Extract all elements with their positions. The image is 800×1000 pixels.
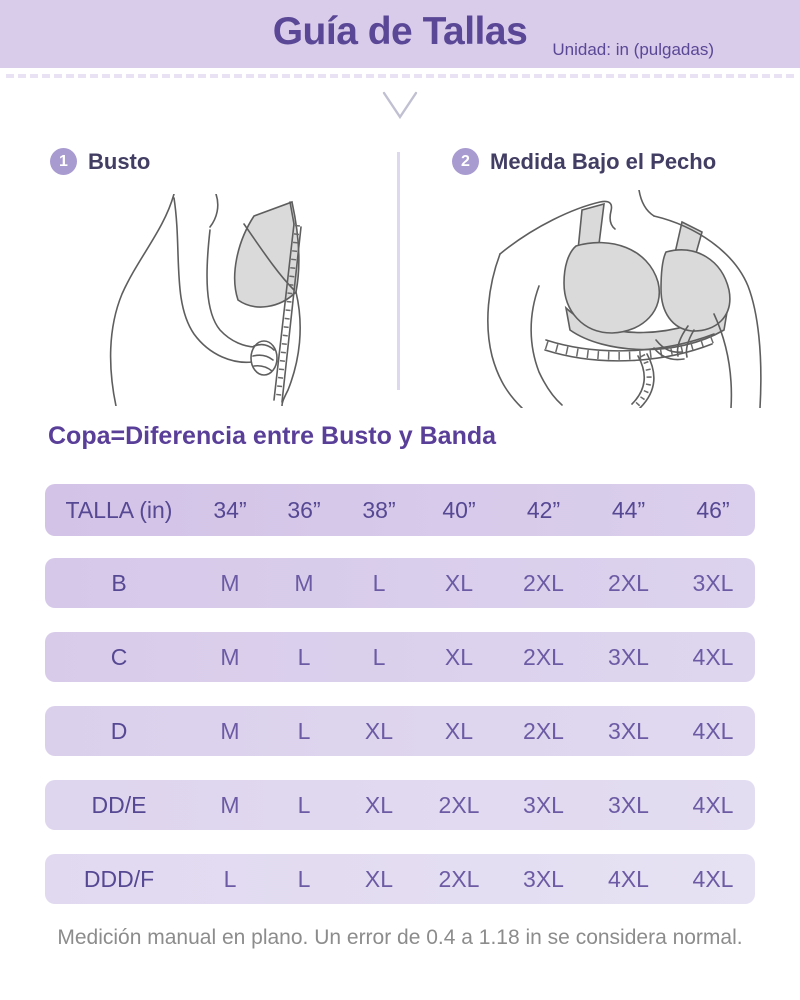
section-divider: [397, 152, 400, 390]
step-2-label: Medida Bajo el Pecho: [490, 148, 717, 174]
size-cell: XL: [444, 643, 474, 670]
table-row: [45, 854, 755, 904]
tolerance-footnote: Medición manual en plano. Un error de 0.4 a 1.18 in se considera normal.: [57, 926, 743, 949]
cup-cell: D: [110, 717, 128, 744]
table-row: [45, 558, 755, 608]
size-cell: 3XL: [692, 569, 734, 596]
size-cell: 2XL: [438, 865, 480, 892]
size-cell: XL: [444, 569, 474, 596]
size-cell: 3XL: [608, 717, 649, 744]
size-cell: 4XL: [608, 865, 649, 892]
step-1-badge: 1: [50, 148, 77, 175]
step-bajo-pecho: [452, 148, 716, 175]
column-header-band: 46”: [696, 496, 730, 523]
size-cell: L: [372, 569, 386, 596]
size-cell: 2XL: [608, 569, 649, 596]
step-1-label: Busto: [88, 148, 151, 174]
column-header-band: 34”: [213, 496, 247, 523]
size-cell: 4XL: [692, 717, 734, 744]
step-2-badge: 2: [452, 148, 479, 175]
column-header-band: 44”: [611, 496, 646, 523]
chevron-down-icon: [0, 90, 800, 125]
bust-measure-side-illustration: [58, 194, 396, 406]
table-row: [45, 632, 755, 682]
page-title: Guía de Tallas: [272, 10, 528, 53]
table-row: [45, 706, 755, 756]
table-header-row: [45, 484, 755, 536]
size-cell: XL: [364, 791, 394, 818]
size-cell: L: [297, 791, 311, 818]
size-cell: M: [220, 717, 240, 744]
header-banner: [0, 0, 800, 68]
cup-cell: B: [111, 569, 127, 596]
column-header-band: 40”: [442, 496, 476, 523]
step-busto: [50, 148, 150, 175]
size-cell: 4XL: [692, 791, 734, 818]
size-cell: 2XL: [438, 791, 480, 818]
size-cell: 2XL: [523, 643, 564, 670]
dashed-divider: [6, 74, 794, 78]
size-cell: XL: [364, 865, 394, 892]
size-cell: 2XL: [523, 717, 564, 744]
table-row: [45, 780, 755, 830]
underbust-measure-front-illustration: [442, 190, 777, 408]
size-cell: L: [223, 865, 237, 892]
size-cell: M: [220, 643, 240, 670]
column-header-band: 42”: [526, 496, 561, 523]
size-cell: M: [220, 791, 240, 818]
size-cell: 3XL: [608, 643, 649, 670]
cup-cell: DD/E: [91, 791, 147, 818]
size-cell: L: [297, 865, 311, 892]
size-cell: XL: [444, 717, 474, 744]
unit-label: Unidad: in (pulgadas): [552, 40, 714, 59]
size-cell: 2XL: [523, 569, 564, 596]
column-header-band: 38”: [362, 496, 396, 523]
size-cell: 3XL: [523, 791, 564, 818]
size-cell: 3XL: [608, 791, 649, 818]
column-header-cup: TALLA (in): [65, 496, 173, 523]
size-cell: 4XL: [692, 643, 734, 670]
size-cell: 3XL: [523, 865, 564, 892]
size-table: [45, 484, 755, 928]
cup-cell: DDD/F: [83, 865, 155, 892]
size-cell: M: [294, 569, 314, 596]
size-cell: L: [297, 717, 311, 744]
column-header-band: 36”: [287, 496, 321, 523]
size-cell: M: [220, 569, 240, 596]
cup-cell: C: [110, 643, 128, 670]
size-cell: XL: [364, 717, 394, 744]
size-cell: L: [372, 643, 386, 670]
size-cell: 4XL: [692, 865, 734, 892]
size-cell: L: [297, 643, 311, 670]
cup-formula-heading: Copa=Diferencia entre Busto y Banda: [48, 422, 497, 450]
